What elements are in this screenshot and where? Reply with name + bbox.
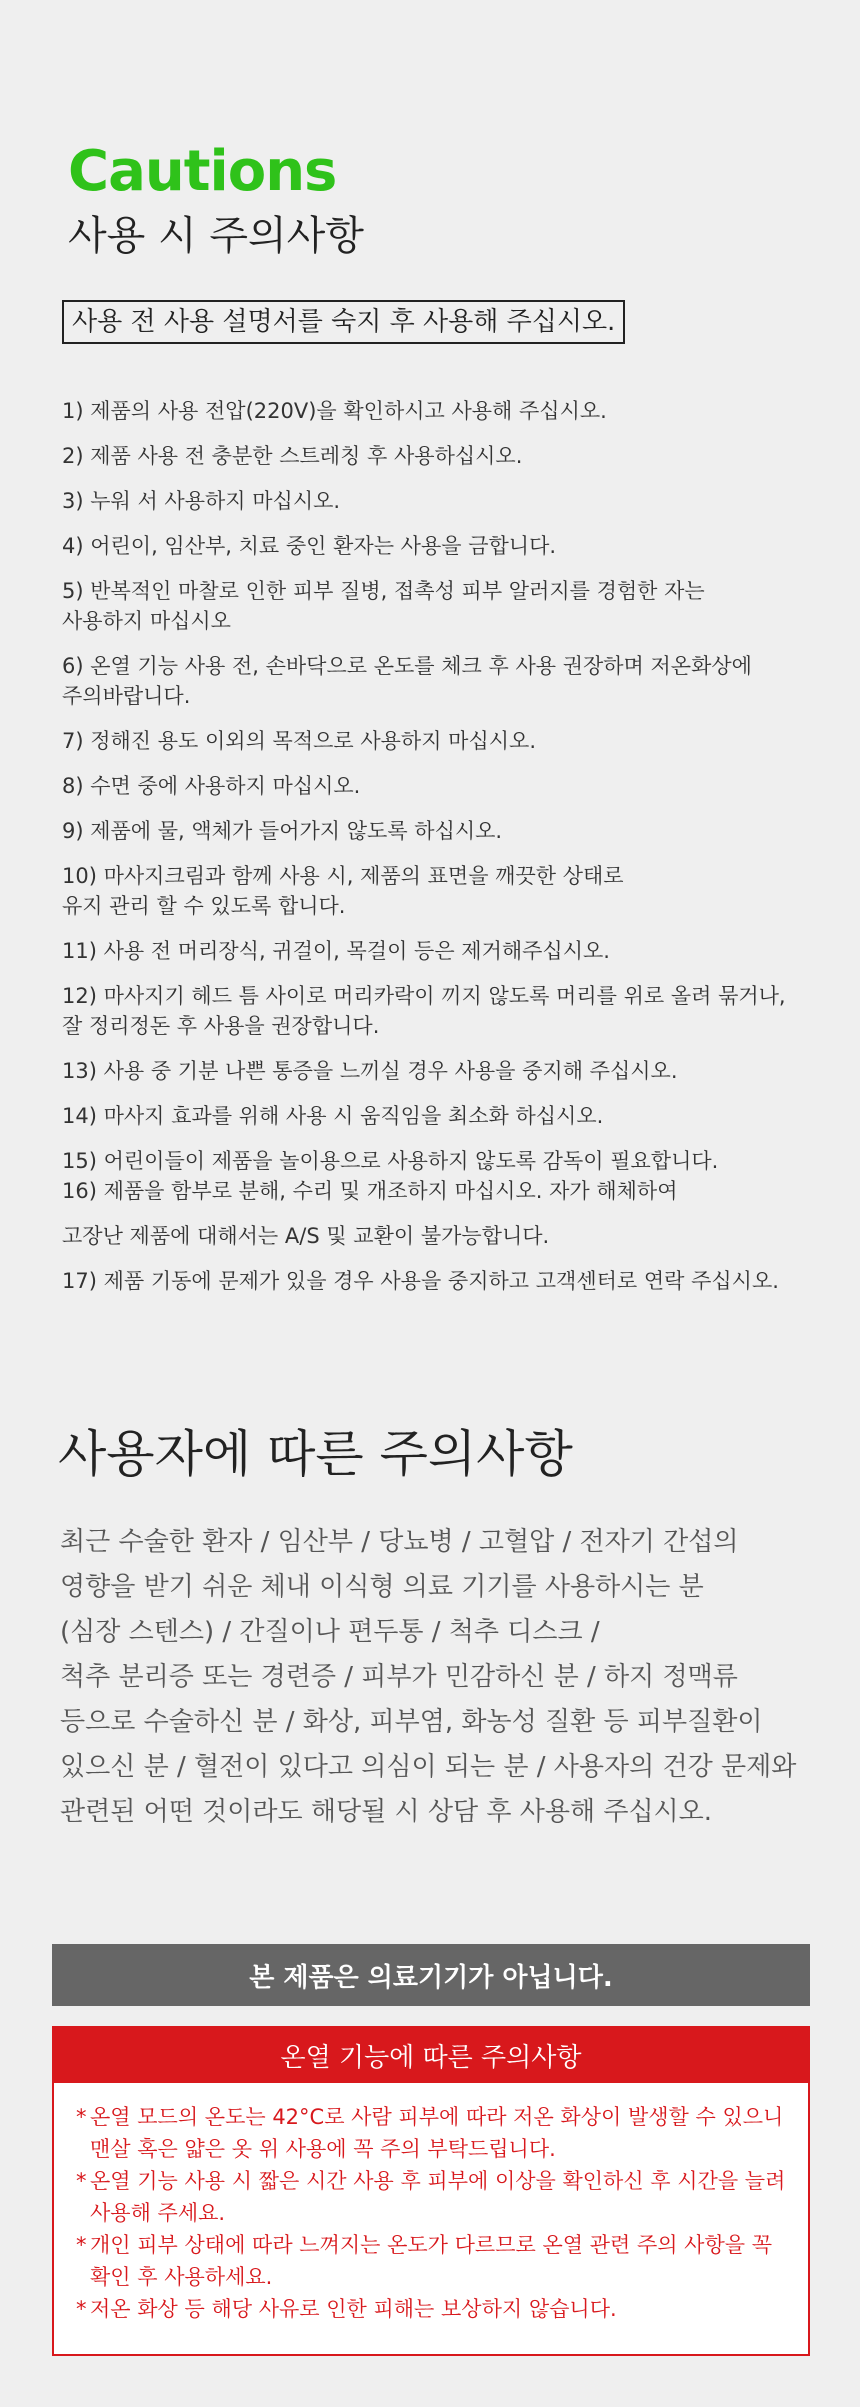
user-cautions-body: [60, 1520, 820, 1835]
caution-text: 4) 어린이, 임산부, 치료 중인 환자는 사용을 금합니다.: [62, 534, 557, 558]
user-cautions-line: (심장 스텐스) / 간질이나 편두통 / 척추 디스크 /: [60, 1617, 600, 1647]
caution-text: 5) 반복적인 마찰로 인한 피부 질병, 접촉성 피부 알러지를 경험한 자는 사용하지 마십시오: [62, 579, 705, 633]
caution-item: [62, 861, 822, 921]
heat-caution-text: 온열 기능 사용 시 짧은 시간 사용 후 피부에 이상을 확인하신 후 시간을 늘려 사용해 주세요.: [90, 2169, 786, 2225]
caution-text: 고장난 제품에 대해서는 A/S 및 교환이 불가능합니다.: [62, 1224, 550, 1248]
caution-text: 15) 어린이들이 제품을 놀이용으로 사용하지 않도록 감독이 필요합니다.: [62, 1149, 719, 1173]
heat-caution-text: 온열 모드의 온도는 42°C로 사람 피부에 따라 저온 화상이 발생할 수 있으니 맨살 혹은 얇은 옷 위 사용에 꼭 주의 부탁드립니다.: [90, 2105, 784, 2161]
heat-caution-item: [76, 2293, 788, 2325]
caution-item: [62, 1056, 822, 1086]
caution-item: [62, 651, 822, 711]
caution-item: [62, 771, 822, 801]
caution-item: [62, 1146, 822, 1176]
caution-text: 2) 제품 사용 전 충분한 스트레칭 후 사용하십시오.: [62, 444, 523, 468]
user-cautions-line: 척추 분리증 또는 경련증 / 피부가 민감하신 분 / 하지 정맥류: [60, 1662, 738, 1692]
caution-item: [62, 1101, 822, 1131]
heat-cautions-header: [54, 2028, 808, 2083]
caution-text: 8) 수면 중에 사용하지 마십시오.: [62, 774, 361, 798]
asterisk-bullet: *: [76, 2105, 87, 2129]
asterisk-bullet: *: [76, 2169, 87, 2193]
caution-item: [62, 1266, 822, 1296]
not-medical-device-text: 본 제품은 의료기기가 아닙니다.: [249, 1962, 613, 1993]
heat-caution-item: [76, 2101, 788, 2165]
caution-item: [62, 441, 822, 471]
caution-item: [62, 531, 822, 561]
caution-list: [62, 396, 822, 1311]
caution-item: [62, 816, 822, 846]
heat-cautions-title: 온열 기능에 따른 주의사항: [280, 2043, 582, 2073]
heat-cautions-box: [52, 2026, 810, 2356]
heat-cautions-list: [54, 2083, 808, 2325]
caution-item: [62, 981, 822, 1041]
user-cautions-line: 관련된 어떤 것이라도 해당될 시 상담 후 사용해 주십시오.: [60, 1797, 713, 1827]
caution-text: 16) 제품을 함부로 분해, 수리 및 개조하지 마십시오. 자가 해체하여: [62, 1179, 678, 1203]
caution-text: 3) 누워 서 사용하지 마십시오.: [62, 489, 341, 513]
user-cautions-line: 있으신 분 / 혈전이 있다고 의심이 되는 분 / 사용자의 건강 문제와: [60, 1752, 797, 1782]
caution-text: 9) 제품에 물, 액체가 들어가지 않도록 하십시오.: [62, 819, 503, 843]
caution-text: 12) 마사지기 헤드 틈 사이로 머리카락이 끼지 않도록 머리를 위로 올려 묶거나, 잘 정리정돈 후 사용을 권장합니다.: [62, 984, 786, 1038]
user-cautions-line: 등으로 수술하신 분 / 화상, 피부염, 화농성 질환 등 피부질환이: [60, 1707, 763, 1737]
caution-text: 13) 사용 중 기분 나쁜 통증을 느끼실 경우 사용을 중지해 주십시오.: [62, 1059, 678, 1083]
not-medical-device-banner: [52, 1944, 810, 2006]
page-subtitle: 사용 시 주의사항: [68, 213, 364, 259]
heat-caution-item: [76, 2165, 788, 2229]
caution-item: [62, 1176, 822, 1206]
user-cautions-line: 영향을 받기 쉬운 체내 이식형 의료 기기를 사용하시는 분: [60, 1572, 704, 1602]
caution-text: 17) 제품 기동에 문제가 있을 경우 사용을 중지하고 고객센터로 연락 주십시오.: [62, 1269, 779, 1293]
caution-item: [62, 486, 822, 516]
asterisk-bullet: *: [76, 2297, 87, 2321]
caution-item: [62, 726, 822, 756]
caution-item: [62, 576, 822, 636]
caution-text: 10) 마사지크림과 함께 사용 시, 제품의 표면을 깨끗한 상태로 유지 관리 할 수 있도록 합니다.: [62, 864, 624, 918]
cautions-title: Cautions: [68, 139, 337, 204]
caution-item: [62, 396, 822, 426]
caution-text: 6) 온열 기능 사용 전, 손바닥으로 온도를 체크 후 사용 권장하며 저온화상에 주의바랍니다.: [62, 654, 752, 708]
caution-text: 14) 마사지 효과를 위해 사용 시 움직임을 최소화 하십시오.: [62, 1104, 604, 1128]
caution-item: [62, 936, 822, 966]
heat-caution-item: [76, 2229, 788, 2293]
caution-text: 1) 제품의 사용 전압(220V)을 확인하시고 사용해 주십시오.: [62, 399, 607, 423]
user-cautions-line: 최근 수술한 환자 / 임산부 / 당뇨병 / 고혈압 / 전자기 간섭의: [60, 1527, 739, 1557]
heat-caution-text: 저온 화상 등 해당 사유로 인한 피해는 보상하지 않습니다.: [90, 2297, 617, 2321]
read-manual-notice: 사용 전 사용 설명서를 숙지 후 사용해 주십시오.: [62, 300, 625, 344]
caution-text: 7) 정해진 용도 이외의 목적으로 사용하지 마십시오.: [62, 729, 536, 753]
caution-item: [62, 1221, 822, 1251]
asterisk-bullet: *: [76, 2233, 87, 2257]
caution-text: 11) 사용 전 머리장식, 귀걸이, 목걸이 등은 제거해주십시오.: [62, 939, 610, 963]
heat-caution-text: 개인 피부 상태에 따라 느껴지는 온도가 다르므로 온열 관련 주의 사항을 꼭 확인 후 사용하세요.: [90, 2233, 773, 2289]
user-cautions-title: 사용자에 따른 주의사항: [58, 1425, 573, 1483]
